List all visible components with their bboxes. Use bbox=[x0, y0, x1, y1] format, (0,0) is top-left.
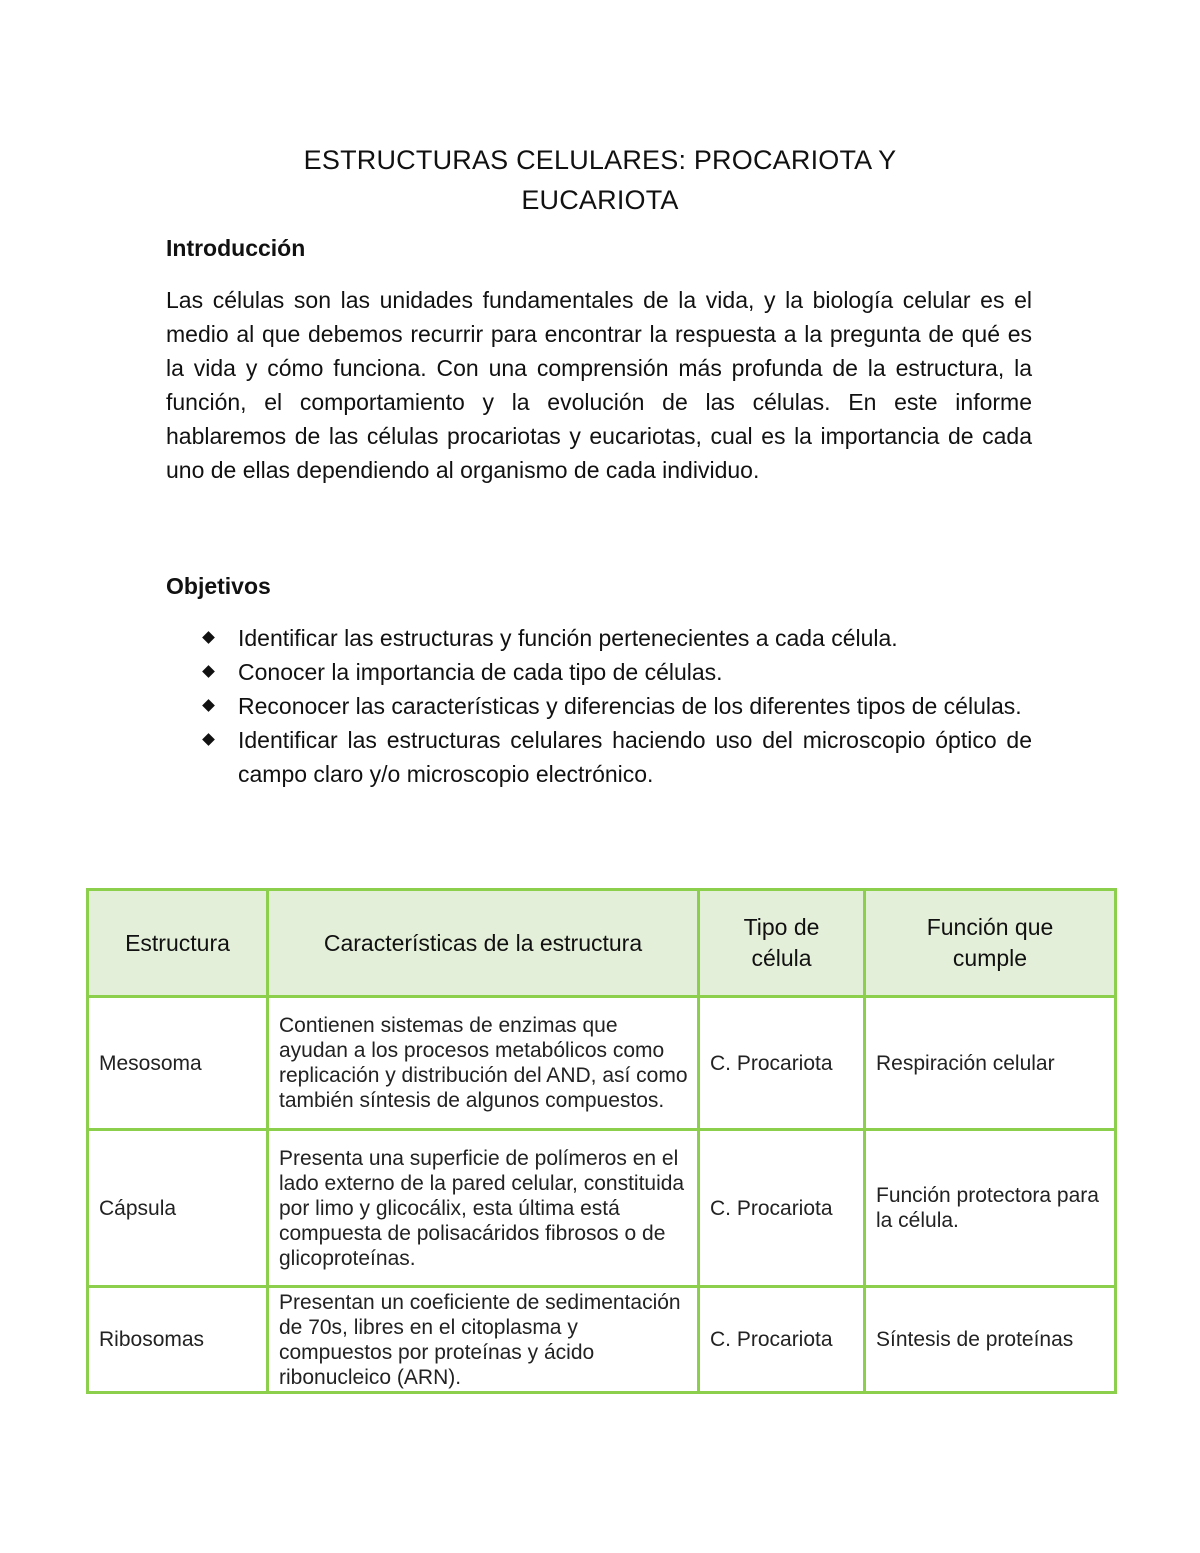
cell-function: Respiración celular bbox=[865, 997, 1116, 1130]
cell-characteristics: Contienen sistemas de enzimas que ayudan a los procesos metabólicos como replicación y distribución del AND, así como también síntesis de algunos compuestos. bbox=[268, 997, 699, 1130]
cell-function: Síntesis de proteínas bbox=[865, 1287, 1116, 1393]
objective-text: Reconocer las características y diferencias de los diferentes tipos de células. bbox=[238, 693, 1022, 719]
cell-type: C. Procariota bbox=[699, 1130, 865, 1287]
cell-type: C. Procariota bbox=[699, 997, 865, 1130]
cell-structure: Mesosoma bbox=[88, 997, 268, 1130]
table-header-row bbox=[88, 890, 1116, 997]
header-cell-type: Tipo de célula bbox=[699, 890, 865, 997]
introduction-paragraph: Las células son las unidades fundamentales de la vida, y la biología celular es el medio al que debemos recurrir para encontrar la respuesta a la pregunta de qué es la vida y cómo funciona. Con una comprensión más profunda de la estructura, la función, el comportamiento y la evolución de las células. En este informe hablaremos de las células procariotas y eucariotas, cual es la importancia de cada uno de ellas dependiendo al organismo de cada individuo. bbox=[166, 287, 1032, 483]
objective-item bbox=[166, 689, 1032, 723]
cell-type: C. Procariota bbox=[699, 1287, 865, 1393]
cell-structures-table bbox=[86, 888, 1117, 1394]
diamond-bullet-icon bbox=[202, 733, 215, 746]
objective-item bbox=[166, 723, 1032, 791]
objectives-heading: Objetivos bbox=[166, 573, 271, 599]
diamond-bullet-icon bbox=[202, 631, 215, 644]
objectives-list bbox=[166, 621, 1032, 791]
objective-text: Conocer la importancia de cada tipo de células. bbox=[238, 659, 723, 685]
table-row bbox=[88, 1287, 1116, 1393]
document-title bbox=[0, 140, 1200, 220]
diamond-bullet-icon bbox=[202, 665, 215, 678]
objective-text: Identificar las estructuras y función pertenecientes a cada célula. bbox=[238, 625, 898, 651]
introduction-heading: Introducción bbox=[166, 235, 306, 261]
title-line-1: ESTRUCTURAS CELULARES: PROCARIOTA Y bbox=[303, 145, 897, 175]
objective-text: Identificar las estructuras celulares haciendo uso del microscopio óptico de campo claro y/o microscopio electrónico. bbox=[238, 727, 1032, 787]
objective-item bbox=[166, 655, 1032, 689]
diamond-bullet-icon bbox=[202, 699, 215, 712]
header-structure: Estructura bbox=[88, 890, 268, 997]
cell-structure: Ribosomas bbox=[88, 1287, 268, 1393]
header-characteristics: Características de la estructura bbox=[268, 890, 699, 997]
cell-structure: Cápsula bbox=[88, 1130, 268, 1287]
table-row bbox=[88, 1130, 1116, 1287]
title-line-2: EUCARIOTA bbox=[521, 185, 679, 215]
objective-item bbox=[166, 621, 1032, 655]
table-row bbox=[88, 997, 1116, 1130]
cell-characteristics: Presentan un coeficiente de sedimentación de 70s, libres en el citoplasma y compuestos por proteínas y ácido ribonucleico (ARN). bbox=[268, 1287, 699, 1393]
cell-characteristics: Presenta una superficie de polímeros en el lado externo de la pared celular, constituida por limo y glicocálix, esta última está compuesta de polisacáridos fibrosos o de glicoproteínas. bbox=[268, 1130, 699, 1287]
cell-function: Función protectora para la célula. bbox=[865, 1130, 1116, 1287]
header-function: Función que cumple bbox=[865, 890, 1116, 997]
